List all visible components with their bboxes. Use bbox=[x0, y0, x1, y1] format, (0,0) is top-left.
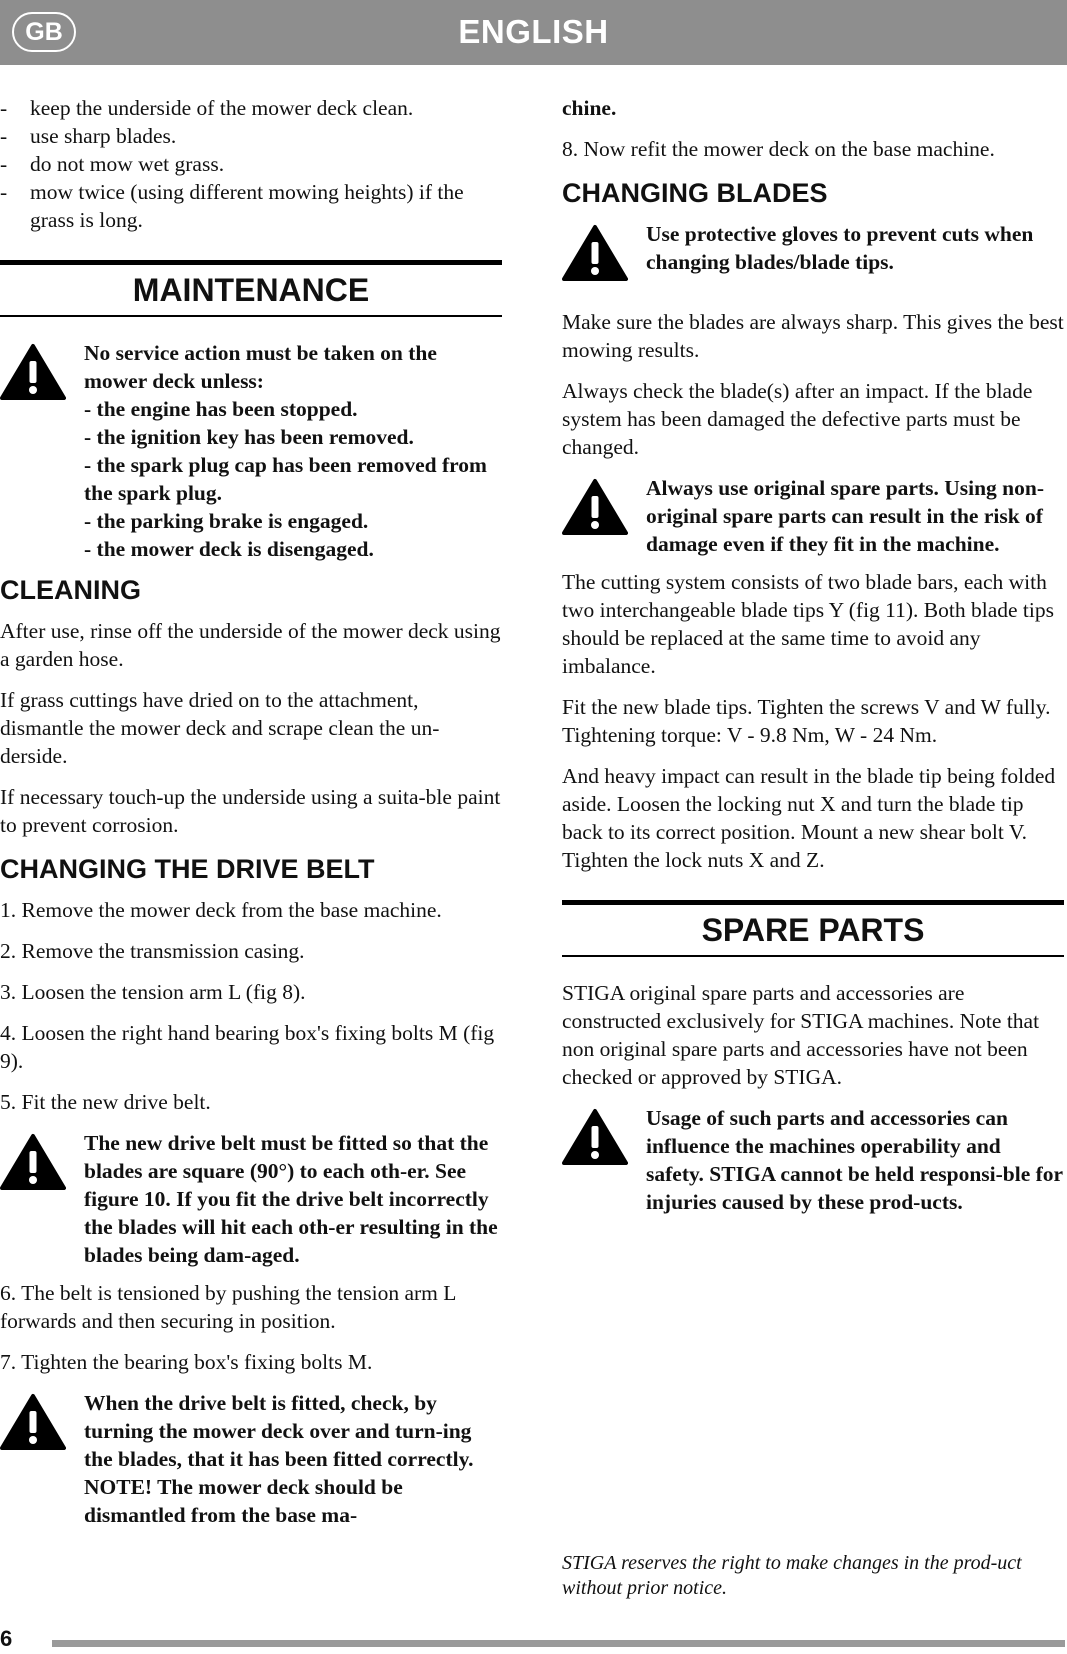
paragraph: Fit the new blade tips. Tighten the screws V and W fully. Tightening torque: V - 9.8 Nm, W - 24 Nm. bbox=[562, 695, 1051, 747]
step: 4. Loosen the right hand bearing box's fixing bolts M (fig 9). bbox=[0, 1021, 495, 1073]
changing-blades-heading: CHANGING BLADES bbox=[562, 178, 828, 208]
step: 1. Remove the mower deck from the base machine. bbox=[0, 898, 442, 922]
spare-parts-heading: SPARE PARTS bbox=[562, 900, 1064, 957]
belt-warning-1 bbox=[0, 1129, 502, 1269]
warning-line: - the ignition key has been removed. bbox=[84, 425, 414, 449]
maintenance-warning bbox=[0, 339, 502, 563]
step: 8. Now refit the mower deck on the base machine. bbox=[562, 137, 995, 161]
mowing-tips-list bbox=[0, 94, 502, 234]
continued-text: chine. bbox=[562, 96, 617, 120]
step: 6. The belt is tensioned by pushing the tension arm L forwards and then securing in position. bbox=[0, 1281, 456, 1333]
paragraph: STIGA original spare parts and accessories are constructed exclusively for STIGA machines. Note that non original spare parts and accessories have not been checked or approved by STIGA. bbox=[562, 981, 1040, 1089]
right-column bbox=[562, 94, 1064, 1226]
list-item: - mow twice (using different mowing heights) if the grass is long. bbox=[0, 178, 502, 234]
drive-belt-heading: CHANGING THE DRIVE BELT bbox=[0, 854, 375, 884]
maintenance-heading: MAINTENANCE bbox=[0, 260, 502, 317]
warning-triangle-icon bbox=[562, 1104, 646, 1166]
page-header bbox=[0, 0, 1067, 65]
accessories-warning bbox=[562, 1104, 1064, 1216]
disclaimer-note: STIGA reserves the right to make changes in the prod-uct without prior notice. bbox=[562, 1552, 1022, 1599]
cleaning-heading: CLEANING bbox=[0, 575, 141, 605]
warning-text: Usage of such parts and accessories can influence the machines operability and safety. STIGA cannot be held responsi-ble for injuries caused by these prod-ucts. bbox=[646, 1106, 1063, 1214]
page-number: 6 bbox=[0, 1626, 13, 1651]
list-item: - keep the underside of the mower deck clean. bbox=[0, 94, 502, 122]
warning-triangle-icon bbox=[0, 339, 84, 401]
paragraph: The cutting system consists of two blade bars, each with two interchangeable blade tips Y (fig 11). Both blade tips should be replaced at the same time to avoid any imbalance. bbox=[562, 570, 1054, 678]
warning-triangle-icon bbox=[562, 474, 646, 536]
warning-text: The new drive belt must be fitted so that the blades are square (90°) to each oth-er. See figure 10. If you fit the drive belt incorrectly the blades will hit each oth-er resulting in the blades being dam-aged. bbox=[84, 1131, 498, 1267]
paragraph: After use, rinse off the underside of the mower deck using a garden hose. bbox=[0, 619, 501, 671]
warning-triangle-icon bbox=[562, 220, 646, 282]
warning-line: No service action must be taken on the mower deck unless: bbox=[84, 341, 437, 393]
list-item: - do not mow wet grass. bbox=[0, 150, 502, 178]
paragraph: If grass cuttings have dried on to the attachment, dismantle the mower deck and scrape clean the un-derside. bbox=[0, 688, 440, 768]
spare-parts-warning bbox=[562, 474, 1064, 558]
warning-triangle-icon bbox=[0, 1129, 84, 1191]
paragraph: If necessary touch-up the underside using a suita-ble paint to prevent corrosion. bbox=[0, 785, 501, 837]
gloves-warning bbox=[562, 220, 1064, 282]
warning-text: Use protective gloves to prevent cuts when changing blades/blade tips. bbox=[646, 222, 1034, 274]
warning-triangle-icon bbox=[0, 1389, 84, 1451]
step: 5. Fit the new drive belt. bbox=[0, 1090, 211, 1114]
paragraph: Always check the blade(s) after an impact. If the blade system has been damaged the defective parts must be changed. bbox=[562, 379, 1033, 459]
warning-line: - the spark plug cap has been removed from the spark plug. bbox=[84, 453, 487, 505]
warning-text: Always use original spare parts. Using non-original spare parts can result in the risk of damage even if they fit in the machine. bbox=[646, 476, 1045, 556]
step: 2. Remove the transmission casing. bbox=[0, 939, 305, 963]
footer-rule bbox=[52, 1640, 1065, 1647]
left-column bbox=[0, 94, 502, 1539]
belt-warning-2 bbox=[0, 1389, 502, 1529]
warning-text: When the drive belt is fitted, check, by turning the mower deck over and turn-ing the blades, that it has been fitted correctly. NOTE! The mower deck should be dismantled from the base ma- bbox=[84, 1391, 474, 1527]
paragraph: And heavy impact can result in the blade tip being folded aside. Loosen the locking nut X and turn the blade tip back to its correct position. Mount a new shear bolt V. Tighten the lock nuts X and Z. bbox=[562, 764, 1056, 872]
warning-line: - the parking brake is engaged. bbox=[84, 509, 369, 533]
warning-line: - the mower deck is disengaged. bbox=[84, 537, 374, 561]
language-badge: GB bbox=[12, 12, 76, 52]
step: 3. Loosen the tension arm L (fig 8). bbox=[0, 980, 306, 1004]
warning-line: - the engine has been stopped. bbox=[84, 397, 358, 421]
paragraph: Make sure the blades are always sharp. This gives the best mowing results. bbox=[562, 310, 1064, 362]
language-title: ENGLISH bbox=[458, 13, 609, 50]
list-item: - use sharp blades. bbox=[0, 122, 502, 150]
step: 7. Tighten the bearing box's fixing bolts M. bbox=[0, 1350, 373, 1374]
